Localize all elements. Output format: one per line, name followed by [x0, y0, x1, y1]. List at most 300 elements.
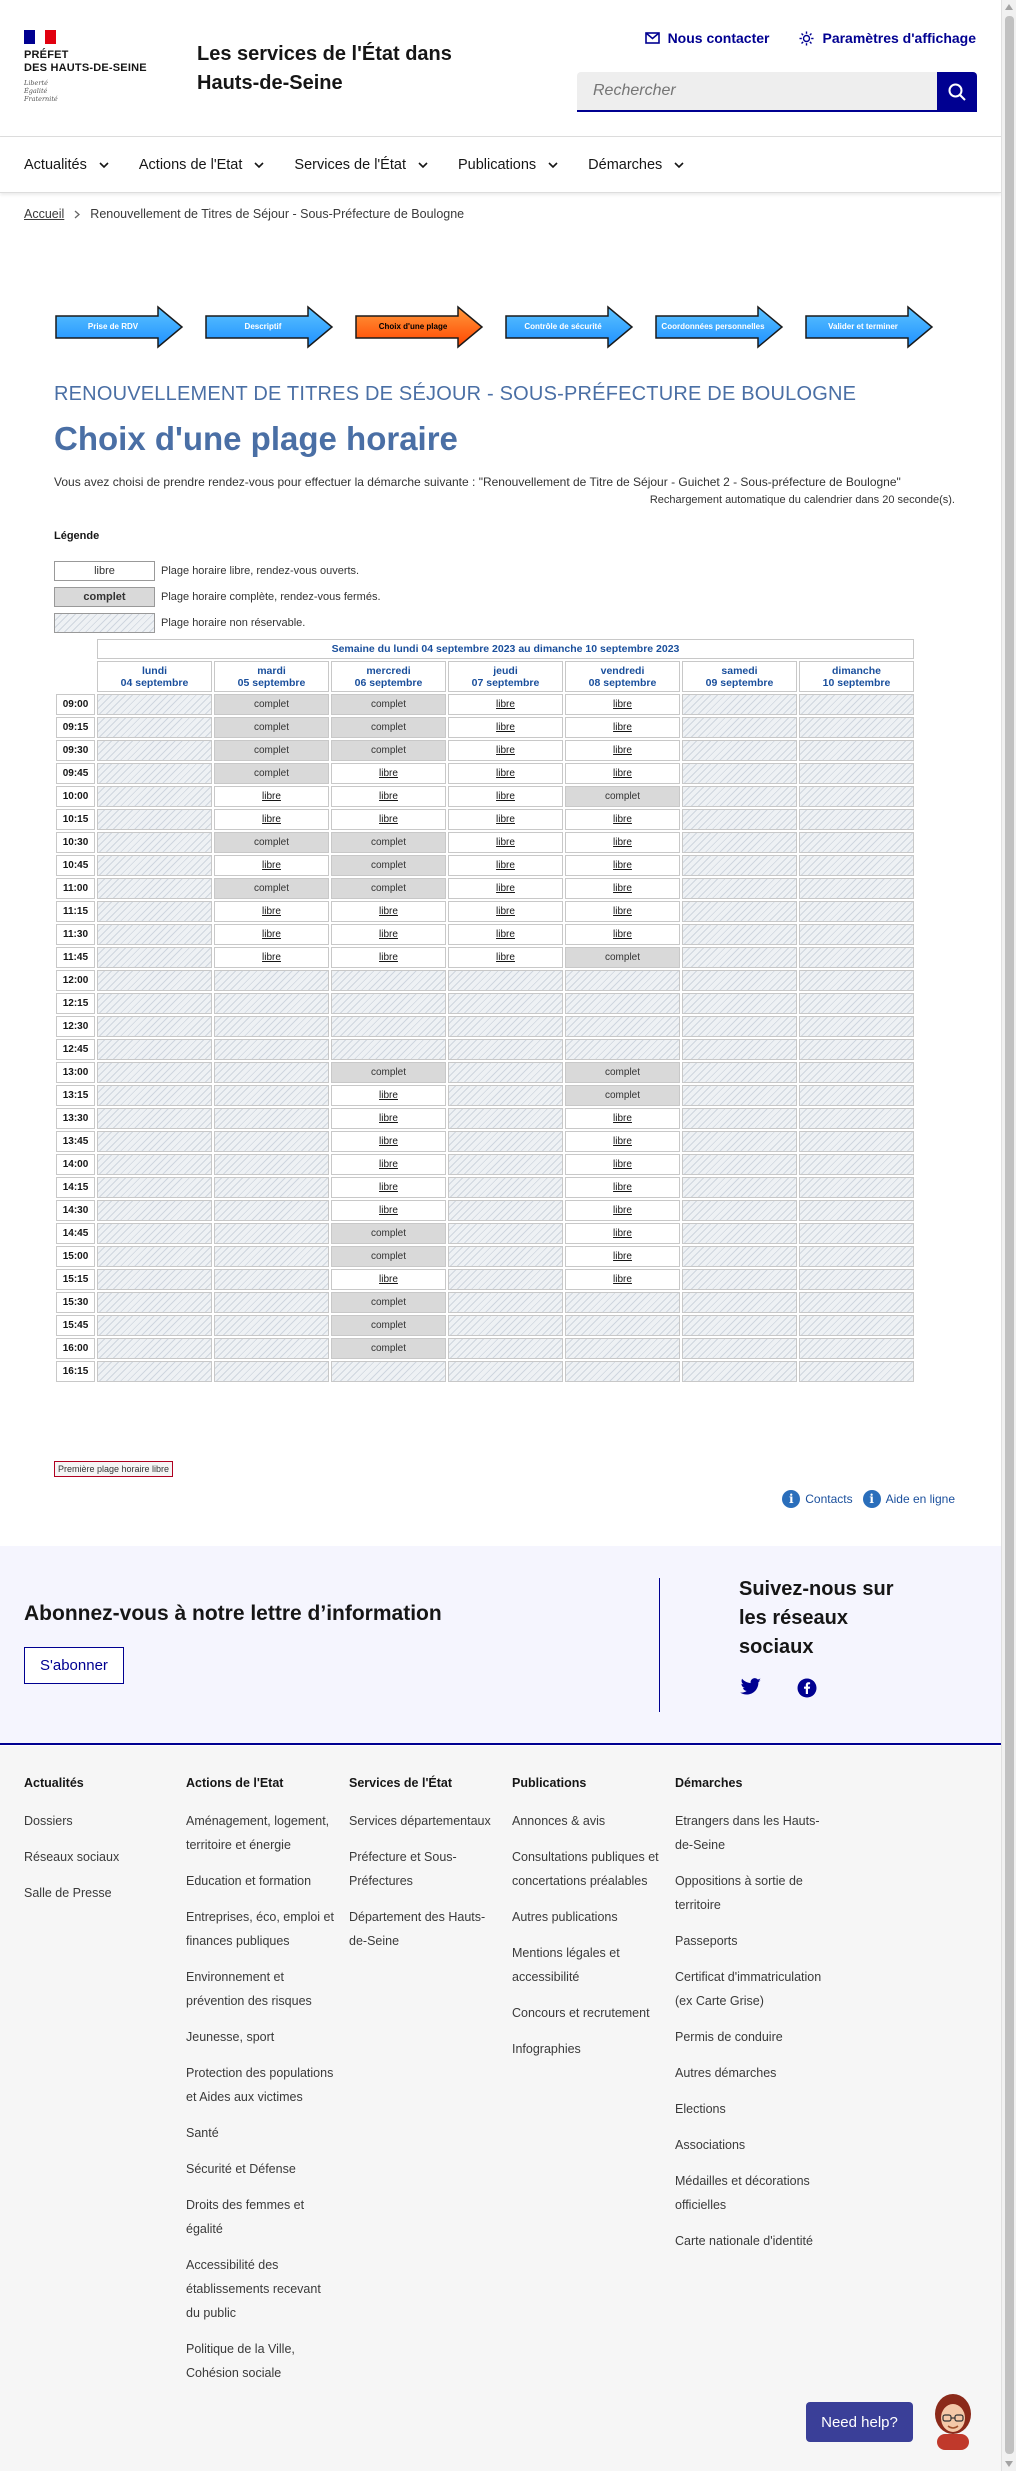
- slot-unavailable: [331, 970, 446, 991]
- slot-complet: complet: [565, 1062, 680, 1083]
- footer-heading: Publications: [512, 1776, 587, 1790]
- nav-demarches[interactable]: Démarches: [588, 137, 684, 193]
- scroll-up-icon[interactable]: [1005, 4, 1013, 10]
- time-label: 13:45: [56, 1131, 95, 1152]
- step-1: [54, 305, 184, 349]
- slot-unavailable: [448, 993, 563, 1014]
- reload-text: Rechargement automatique du calendrier dans 20 seconde(s).: [649, 494, 955, 506]
- time-label: 09:15: [56, 717, 95, 738]
- slot-unavailable: [682, 1338, 797, 1359]
- slot-libre[interactable]: libre: [448, 855, 563, 876]
- slot-libre[interactable]: libre: [331, 1108, 446, 1129]
- slot-libre[interactable]: libre: [565, 740, 680, 761]
- slot-unavailable: [97, 947, 212, 968]
- slot-unavailable: [97, 1131, 212, 1152]
- newsletter-title: Abonnez-vous à notre lettre d’information: [24, 1602, 442, 1625]
- footer-link[interactable]: Infographies: [512, 2042, 581, 2056]
- slot-unavailable: [448, 970, 563, 991]
- slot-unavailable: [97, 717, 212, 738]
- footer-link[interactable]: Annonces & avis: [512, 1814, 606, 1828]
- slot-libre[interactable]: libre: [331, 1131, 446, 1152]
- help-links: [782, 1490, 955, 1508]
- slot-unavailable: [682, 1062, 797, 1083]
- time-row: [56, 1338, 914, 1359]
- time-label: 15:00: [56, 1246, 95, 1267]
- slot-unavailable: [799, 993, 914, 1014]
- nav-actions-etat[interactable]: Actions de l'Etat: [139, 137, 265, 193]
- slot-libre[interactable]: libre: [331, 1200, 446, 1221]
- footer-link[interactable]: Droits des femmes et égalité: [186, 2198, 305, 2236]
- slot-libre[interactable]: libre: [331, 901, 446, 922]
- slot-libre[interactable]: libre: [448, 694, 563, 715]
- footer-column: [24, 1776, 174, 1917]
- slot-unavailable: [799, 1223, 914, 1244]
- slot-libre[interactable]: libre: [565, 694, 680, 715]
- slot-libre[interactable]: libre: [331, 1269, 446, 1290]
- footer-link[interactable]: Santé: [186, 2126, 219, 2140]
- footer-link[interactable]: Jeunesse, sport: [186, 2030, 275, 2044]
- slot-libre[interactable]: libre: [565, 855, 680, 876]
- footer-link[interactable]: Préfecture et Sous-Préfectures: [349, 1850, 457, 1888]
- time-row: [56, 809, 914, 830]
- step-label: Choix d'une plage: [378, 322, 448, 331]
- time-label: 14:15: [56, 1177, 95, 1198]
- slot-unavailable: [799, 970, 914, 991]
- time-row: [56, 1200, 914, 1221]
- footer-heading: Services de l'État: [349, 1776, 453, 1790]
- day-header: vendredi 08 septembre: [565, 661, 680, 692]
- time-row: [56, 786, 914, 807]
- slot-unavailable: [565, 1292, 680, 1313]
- slot-libre[interactable]: libre: [565, 1177, 680, 1198]
- slot-unavailable: [97, 1223, 212, 1244]
- slot-unavailable: [799, 1085, 914, 1106]
- chevron-right-icon: [74, 210, 80, 219]
- footer-link[interactable]: Aménagement, logement, territoire et énergie: [186, 1814, 330, 1852]
- legend-title: Légende: [54, 530, 100, 542]
- slot-complet: complet: [331, 1062, 446, 1083]
- slot-unavailable: [799, 1200, 914, 1221]
- slot-unavailable: [682, 1200, 797, 1221]
- legend-libre-box: libre: [54, 561, 155, 581]
- slot-unavailable: [799, 1338, 914, 1359]
- slot-complet: complet: [331, 878, 446, 899]
- search-input[interactable]: [577, 72, 937, 112]
- slot-unavailable: [97, 993, 212, 1014]
- slot-libre[interactable]: libre: [331, 786, 446, 807]
- slot-unavailable: [682, 970, 797, 991]
- slot-unavailable: [682, 1269, 797, 1290]
- footer-link[interactable]: Autres démarches: [675, 2066, 777, 2080]
- flag-icon: [24, 30, 56, 44]
- slot-unavailable: [682, 717, 797, 738]
- time-label: 10:45: [56, 855, 95, 876]
- slot-complet: complet: [214, 832, 329, 853]
- chevron-down-icon: [674, 162, 684, 169]
- day-header: dimanche 10 septembre: [799, 661, 914, 692]
- slot-unavailable: [448, 1223, 563, 1244]
- slot-unavailable: [97, 694, 212, 715]
- footer-link[interactable]: Elections: [675, 2102, 726, 2116]
- mail-icon: [645, 32, 660, 44]
- display-settings-link[interactable]: Paramètres d'affichage: [799, 30, 976, 46]
- slot-complet: complet: [331, 694, 446, 715]
- slot-unavailable: [448, 1108, 563, 1129]
- slot-complet: complet: [331, 832, 446, 853]
- footer-link[interactable]: Salle de Presse: [24, 1886, 112, 1900]
- slot-libre[interactable]: libre: [214, 809, 329, 830]
- footer-link[interactable]: Consultations publiques et concertations préalables: [512, 1850, 659, 1888]
- time-row: [56, 993, 914, 1014]
- slot-libre[interactable]: libre: [448, 717, 563, 738]
- slot-libre[interactable]: libre: [214, 924, 329, 945]
- slot-unavailable: [97, 1292, 212, 1313]
- need-help-button[interactable]: Need help?: [806, 2402, 913, 2442]
- footer-link[interactable]: Médailles et décorations officielles: [675, 2174, 810, 2212]
- slot-complet: complet: [214, 878, 329, 899]
- slot-libre[interactable]: libre: [565, 1131, 680, 1152]
- time-label: 13:00: [56, 1062, 95, 1083]
- day-header: mardi 05 septembre: [214, 661, 329, 692]
- slot-unavailable: [799, 1269, 914, 1290]
- time-label: 16:15: [56, 1361, 95, 1382]
- time-label: 09:00: [56, 694, 95, 715]
- footer-link[interactable]: Services départementaux: [349, 1814, 491, 1828]
- footer-link[interactable]: Département des Hauts-de-Seine: [349, 1910, 486, 1948]
- slot-libre[interactable]: libre: [331, 947, 446, 968]
- slot-unavailable: [799, 878, 914, 899]
- slot-unavailable: [682, 1223, 797, 1244]
- slot-unavailable: [448, 1177, 563, 1198]
- footer-link[interactable]: Autres publications: [512, 1910, 618, 1924]
- footer-column: [186, 1776, 336, 2397]
- slot-unavailable: [97, 1062, 212, 1083]
- slot-unavailable: [214, 1062, 329, 1083]
- time-label: 12:30: [56, 1016, 95, 1037]
- slot-libre[interactable]: libre: [565, 924, 680, 945]
- time-row: [56, 1315, 914, 1336]
- time-row: [56, 1361, 914, 1382]
- slot-unavailable: [214, 970, 329, 991]
- slot-libre[interactable]: libre: [565, 1200, 680, 1221]
- step-6: [804, 305, 934, 349]
- time-row: [56, 1108, 914, 1129]
- slot-unavailable: [565, 1338, 680, 1359]
- slot-unavailable: [799, 740, 914, 761]
- slot-libre[interactable]: libre: [214, 855, 329, 876]
- slot-unavailable: [682, 1131, 797, 1152]
- slot-unavailable: [682, 1016, 797, 1037]
- time-label: 12:15: [56, 993, 95, 1014]
- slot-libre[interactable]: libre: [331, 1085, 446, 1106]
- footer-heading: Actualités: [24, 1776, 84, 1790]
- time-row: [56, 1269, 914, 1290]
- slot-unavailable: [97, 970, 212, 991]
- first-free-slot-button[interactable]: Première plage horaire libre: [54, 1461, 173, 1477]
- time-row: [56, 1246, 914, 1267]
- slot-unavailable: [682, 1246, 797, 1267]
- slot-libre[interactable]: libre: [565, 763, 680, 784]
- day-header: mercredi 06 septembre: [331, 661, 446, 692]
- slot-libre[interactable]: libre: [448, 809, 563, 830]
- nav-actualites[interactable]: Actualités: [24, 137, 109, 193]
- intro-text: Vous avez choisi de prendre rendez-vous pour effectuer la démarche suivante : "Renouvellement de Titre de Séjour - Guichet 2 - Sous-préfecture de Boulogne": [54, 475, 901, 489]
- slot-libre[interactable]: libre: [565, 832, 680, 853]
- slot-libre[interactable]: libre: [565, 901, 680, 922]
- breadcrumb-home[interactable]: Accueil: [24, 207, 65, 221]
- planning-table: [54, 637, 916, 1384]
- slot-unavailable: [97, 1269, 212, 1290]
- slot-libre[interactable]: libre: [331, 1154, 446, 1175]
- slot-unavailable: [565, 1039, 680, 1060]
- slot-libre[interactable]: libre: [448, 947, 563, 968]
- slot-unavailable: [214, 1361, 329, 1382]
- time-row: [56, 740, 914, 761]
- time-row: [56, 924, 914, 945]
- footer-link[interactable]: Concours et recrutement: [512, 2006, 650, 2020]
- footer-link[interactable]: Accessibilité des établissements recevant du public: [186, 2258, 321, 2320]
- week-header: Semaine du lundi 04 septembre 2023 au dimanche 10 septembre 2023: [97, 639, 914, 659]
- prefet-logo[interactable]: [24, 30, 174, 103]
- slot-unavailable: [799, 901, 914, 922]
- slot-unavailable: [799, 809, 914, 830]
- slot-unavailable: [565, 1016, 680, 1037]
- slot-complet: complet: [565, 1085, 680, 1106]
- slot-unavailable: [799, 947, 914, 968]
- slot-unavailable: [97, 1108, 212, 1129]
- time-row: [56, 1223, 914, 1244]
- time-label: 10:30: [56, 832, 95, 853]
- slot-libre[interactable]: libre: [565, 1108, 680, 1129]
- step-label: Descriptif: [244, 322, 282, 331]
- slot-unavailable: [214, 1292, 329, 1313]
- twitter-icon[interactable]: [740, 1678, 762, 1696]
- time-row: [56, 1016, 914, 1037]
- breadcrumb: [24, 207, 464, 221]
- newsletter-band: [0, 1546, 1001, 1745]
- legend-item: libre Plage horaire libre, rendez-vous ouverts.: [54, 561, 381, 581]
- slot-unavailable: [97, 1338, 212, 1359]
- footer-heading: Démarches: [675, 1776, 743, 1790]
- slot-unavailable: [448, 1361, 563, 1382]
- footer-link[interactable]: Passeports: [675, 1934, 738, 1948]
- contact-link[interactable]: Nous contacter: [645, 30, 770, 46]
- slot-libre[interactable]: libre: [214, 786, 329, 807]
- slot-unavailable: [799, 1108, 914, 1129]
- time-row: [56, 763, 914, 784]
- legend-item: Plage horaire non réservable.: [54, 613, 381, 633]
- search-button[interactable]: [937, 72, 977, 112]
- slot-unavailable: [799, 832, 914, 853]
- slot-libre[interactable]: libre: [448, 901, 563, 922]
- footer-link[interactable]: Permis de conduire: [675, 2030, 783, 2044]
- legend: [54, 561, 381, 639]
- slot-libre[interactable]: libre: [331, 1177, 446, 1198]
- slot-unavailable: [448, 1269, 563, 1290]
- slot-libre[interactable]: libre: [448, 924, 563, 945]
- slot-unavailable: [97, 1177, 212, 1198]
- slot-unavailable: [682, 740, 797, 761]
- slot-unavailable: [97, 1246, 212, 1267]
- slot-libre[interactable]: libre: [565, 1154, 680, 1175]
- online-help-link[interactable]: i Aide en ligne: [863, 1490, 955, 1508]
- footer-link[interactable]: Politique de la Ville, Cohésion sociale: [186, 2342, 295, 2380]
- follow-title: Suivez-nous sur les réseaux sociaux: [739, 1578, 894, 1658]
- footer-column: [349, 1776, 499, 1965]
- footer-link[interactable]: Oppositions à sortie de territoire: [675, 1874, 803, 1912]
- step-label: Contrôle de sécurité: [524, 322, 602, 331]
- slot-unavailable: [331, 993, 446, 1014]
- time-label: 11:15: [56, 901, 95, 922]
- slot-unavailable: [214, 1016, 329, 1037]
- assistant-avatar-icon[interactable]: [925, 2388, 981, 2450]
- time-label: 11:30: [56, 924, 95, 945]
- slot-unavailable: [682, 1292, 797, 1313]
- footer-link[interactable]: Certificat d'immatriculation (ex Carte Grise): [675, 1970, 822, 2008]
- footer-link[interactable]: Environnement et prévention des risques: [186, 1970, 312, 2008]
- step-label: Coordonnées personnelles: [661, 322, 765, 331]
- contacts-link[interactable]: i Contacts: [782, 1490, 852, 1508]
- slot-libre[interactable]: libre: [565, 878, 680, 899]
- legend-unavailable-box: [54, 613, 155, 633]
- time-row: [56, 901, 914, 922]
- footer-link[interactable]: Associations: [675, 2138, 746, 2152]
- slot-unavailable: [448, 1338, 563, 1359]
- slot-unavailable: [214, 1039, 329, 1060]
- footer-link[interactable]: Mentions légales et accessibilité: [512, 1946, 620, 1984]
- slot-libre[interactable]: libre: [565, 1269, 680, 1290]
- slot-complet: complet: [565, 947, 680, 968]
- slot-unavailable: [799, 786, 914, 807]
- slot-unavailable: [799, 1292, 914, 1313]
- slot-libre[interactable]: libre: [214, 901, 329, 922]
- slot-unavailable: [97, 1200, 212, 1221]
- slot-unavailable: [682, 1085, 797, 1106]
- nav-publications[interactable]: Publications: [458, 137, 558, 193]
- slot-unavailable: [565, 1361, 680, 1382]
- slot-unavailable: [331, 1016, 446, 1037]
- slot-unavailable: [565, 970, 680, 991]
- logo-line-1: PRÉFET: [24, 49, 69, 61]
- slot-unavailable: [682, 832, 797, 853]
- slot-libre[interactable]: libre: [331, 809, 446, 830]
- slot-unavailable: [214, 1246, 329, 1267]
- slot-unavailable: [799, 1315, 914, 1336]
- footer-link[interactable]: Education et formation: [186, 1874, 312, 1888]
- slot-unavailable: [448, 1039, 563, 1060]
- progress-steps: [54, 305, 934, 349]
- footer-link[interactable]: Dossiers: [24, 1814, 73, 1828]
- footer-link[interactable]: Réseaux sociaux: [24, 1850, 120, 1864]
- slot-unavailable: [799, 1154, 914, 1175]
- time-row: [56, 947, 914, 968]
- slot-complet: complet: [331, 717, 446, 738]
- slot-libre[interactable]: libre: [448, 786, 563, 807]
- time-row: [56, 970, 914, 991]
- slot-complet: complet: [331, 855, 446, 876]
- slot-unavailable: [799, 1246, 914, 1267]
- time-row: [56, 1085, 914, 1106]
- slot-libre[interactable]: libre: [214, 947, 329, 968]
- day-header: lundi 04 septembre: [97, 661, 212, 692]
- slot-complet: complet: [331, 1315, 446, 1336]
- slot-unavailable: [565, 993, 680, 1014]
- slot-unavailable: [682, 993, 797, 1014]
- slot-libre[interactable]: libre: [448, 763, 563, 784]
- slot-unavailable: [682, 1154, 797, 1175]
- slot-unavailable: [214, 1085, 329, 1106]
- slot-unavailable: [448, 1315, 563, 1336]
- time-label: 15:15: [56, 1269, 95, 1290]
- slot-libre[interactable]: libre: [565, 717, 680, 738]
- slot-libre[interactable]: libre: [565, 1246, 680, 1267]
- slot-unavailable: [214, 1269, 329, 1290]
- footer-link[interactable]: Protection des populations et Aides aux victimes: [186, 2066, 334, 2104]
- slot-libre[interactable]: libre: [448, 740, 563, 761]
- footer-link[interactable]: Etrangers dans les Hauts-de-Seine: [675, 1814, 820, 1852]
- time-label: 09:30: [56, 740, 95, 761]
- devise: Liberté Égalité Fraternité: [24, 79, 58, 103]
- legend-complet-box: complet: [54, 587, 155, 607]
- footer-link[interactable]: Sécurité et Défense: [186, 2162, 296, 2176]
- footer-link[interactable]: Carte nationale d'identité: [675, 2234, 813, 2248]
- slot-unavailable: [682, 1361, 797, 1382]
- footer-column: [675, 1776, 825, 2265]
- chevron-down-icon: [99, 162, 109, 169]
- slot-unavailable: [97, 1085, 212, 1106]
- slot-unavailable: [682, 878, 797, 899]
- slot-libre[interactable]: libre: [565, 809, 680, 830]
- search-bar: [577, 72, 977, 112]
- site-title[interactable]: Les services de l'État dans Hauts-de-Seine: [197, 43, 452, 94]
- slot-libre[interactable]: libre: [448, 878, 563, 899]
- facebook-icon[interactable]: [797, 1678, 817, 1698]
- scrollbar[interactable]: [1001, 0, 1016, 2471]
- time-label: 16:00: [56, 1338, 95, 1359]
- slot-unavailable: [448, 1016, 563, 1037]
- slot-unavailable: [682, 1315, 797, 1336]
- slot-unavailable: [97, 809, 212, 830]
- search-icon: [947, 82, 967, 102]
- time-row: [56, 694, 914, 715]
- slot-complet: complet: [331, 1292, 446, 1313]
- slot-libre[interactable]: libre: [448, 832, 563, 853]
- time-row: [56, 1062, 914, 1083]
- slot-libre[interactable]: libre: [331, 924, 446, 945]
- slot-libre[interactable]: libre: [565, 1223, 680, 1244]
- scroll-down-icon[interactable]: [1005, 2461, 1013, 2467]
- info-icon: i: [782, 1490, 800, 1508]
- scrollbar-thumb[interactable]: [1005, 16, 1014, 2454]
- subscribe-button[interactable]: S'abonner: [24, 1647, 124, 1684]
- nav-services-etat[interactable]: Services de l'État: [294, 137, 428, 193]
- step-label: Prise de RDV: [87, 322, 139, 331]
- slot-unavailable: [97, 1154, 212, 1175]
- footer-link[interactable]: Entreprises, éco, emploi et finances publiques: [186, 1910, 334, 1948]
- page-title: Choix d'une plage horaire: [54, 420, 458, 457]
- slot-unavailable: [97, 786, 212, 807]
- time-label: 13:30: [56, 1108, 95, 1129]
- slot-unavailable: [799, 1062, 914, 1083]
- time-label: 14:45: [56, 1223, 95, 1244]
- step-5: [654, 305, 784, 349]
- slot-libre[interactable]: libre: [331, 763, 446, 784]
- slot-complet: complet: [214, 694, 329, 715]
- slot-unavailable: [214, 1315, 329, 1336]
- slot-unavailable: [331, 1361, 446, 1382]
- slot-unavailable: [214, 993, 329, 1014]
- slot-unavailable: [97, 1039, 212, 1060]
